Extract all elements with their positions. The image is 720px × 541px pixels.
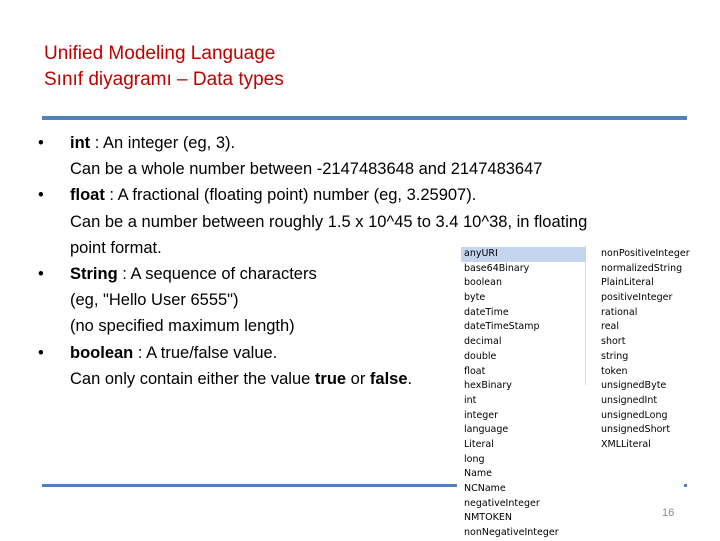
bullet-line: (no specified maximum length) (70, 317, 295, 336)
datatype-list-screenshot (457, 241, 690, 539)
bullet-text: : An integer (eg, 3). (90, 134, 236, 152)
bullet-dot-icon: • (38, 265, 44, 284)
datatype-item: Name (464, 468, 493, 480)
datatype-item: hexBinary (464, 380, 512, 392)
datatype-item: XMLLiteral (601, 438, 651, 450)
datatype-item: base64Binary (464, 262, 530, 274)
datatype-item: double (464, 350, 497, 362)
datatype-item: dateTime (464, 306, 509, 318)
bullet-line: Can be a number between roughly 1.5 x 10^45 to 3.4 10^38, in floating (70, 212, 588, 231)
slide-title (44, 41, 284, 93)
bullet-text: or (346, 369, 370, 388)
datatype-item: real (601, 321, 620, 333)
bullet-dot-icon: • (38, 343, 44, 362)
title-line-1: Unified Modeling Language (44, 43, 276, 64)
term-float: float (70, 186, 105, 205)
datatype-item-selected: anyURI (461, 247, 586, 262)
datatype-item: nonPositiveInteger (601, 248, 690, 259)
datatype-item: NMTOKEN (464, 512, 512, 524)
datatype-item: PlainLiteral (601, 277, 654, 289)
page-number: 16 (662, 507, 675, 519)
datatype-item: float (464, 365, 486, 377)
bullet-line: Can be a whole number between -2147483648 and 2147483647 (70, 160, 543, 179)
bullet-line (70, 130, 678, 156)
datatype-item: token (601, 365, 628, 377)
datatype-item: nonNegativeInteger (464, 527, 559, 539)
bullet-text: : A fractional (floating point) number (eg, 3.25907). (104, 186, 477, 205)
datatype-list-left (464, 247, 586, 541)
datatype-list-right (601, 247, 690, 453)
bullet-dot-icon: • (38, 186, 44, 205)
datatype-item: Literal (464, 438, 494, 450)
datatype-item: int (464, 394, 477, 406)
bullet-text: . (407, 369, 413, 388)
datatype-item: NCName (464, 483, 506, 494)
datatype-item: rational (601, 306, 638, 318)
bullet-text: Can only contain either the value (70, 369, 315, 388)
datatype-item: long (464, 453, 485, 465)
bullet-line: (eg, "Hello User 6555") (70, 291, 239, 310)
top-divider (42, 116, 687, 120)
term-int: int (70, 134, 91, 152)
bullet-dot-icon: • (38, 134, 44, 152)
bullet-text: : A sequence of characters (117, 265, 317, 284)
datatype-item: dateTimeStamp (464, 321, 540, 333)
datatype-item: decimal (464, 336, 502, 348)
title-line-2: Sınıf diyagramı – Data types (44, 69, 284, 90)
datatype-item: normalizedString (601, 262, 683, 274)
datatype-item: byte (464, 292, 486, 304)
value-false: false (369, 369, 408, 388)
datatype-item: unsignedLong (601, 409, 668, 421)
datatype-item: negativeInteger (464, 497, 540, 509)
term-boolean: boolean (70, 343, 134, 362)
datatype-item: integer (464, 409, 499, 421)
bullet-int (38, 130, 678, 182)
bullet-line: point format. (70, 238, 162, 257)
datatype-item: unsignedInt (601, 394, 658, 406)
bullet-line (70, 182, 678, 208)
datatype-item: unsignedByte (601, 380, 667, 392)
datatype-item: short (601, 336, 626, 348)
datatype-item: boolean (464, 277, 502, 289)
datatype-item: positiveInteger (601, 292, 673, 304)
datatype-item: unsignedShort (601, 424, 671, 436)
bullet-text: : A true/false value. (133, 343, 278, 362)
datatype-item: language (464, 424, 509, 436)
datatype-item: string (601, 350, 629, 362)
term-string: String (70, 265, 118, 284)
value-true: true (314, 369, 347, 388)
